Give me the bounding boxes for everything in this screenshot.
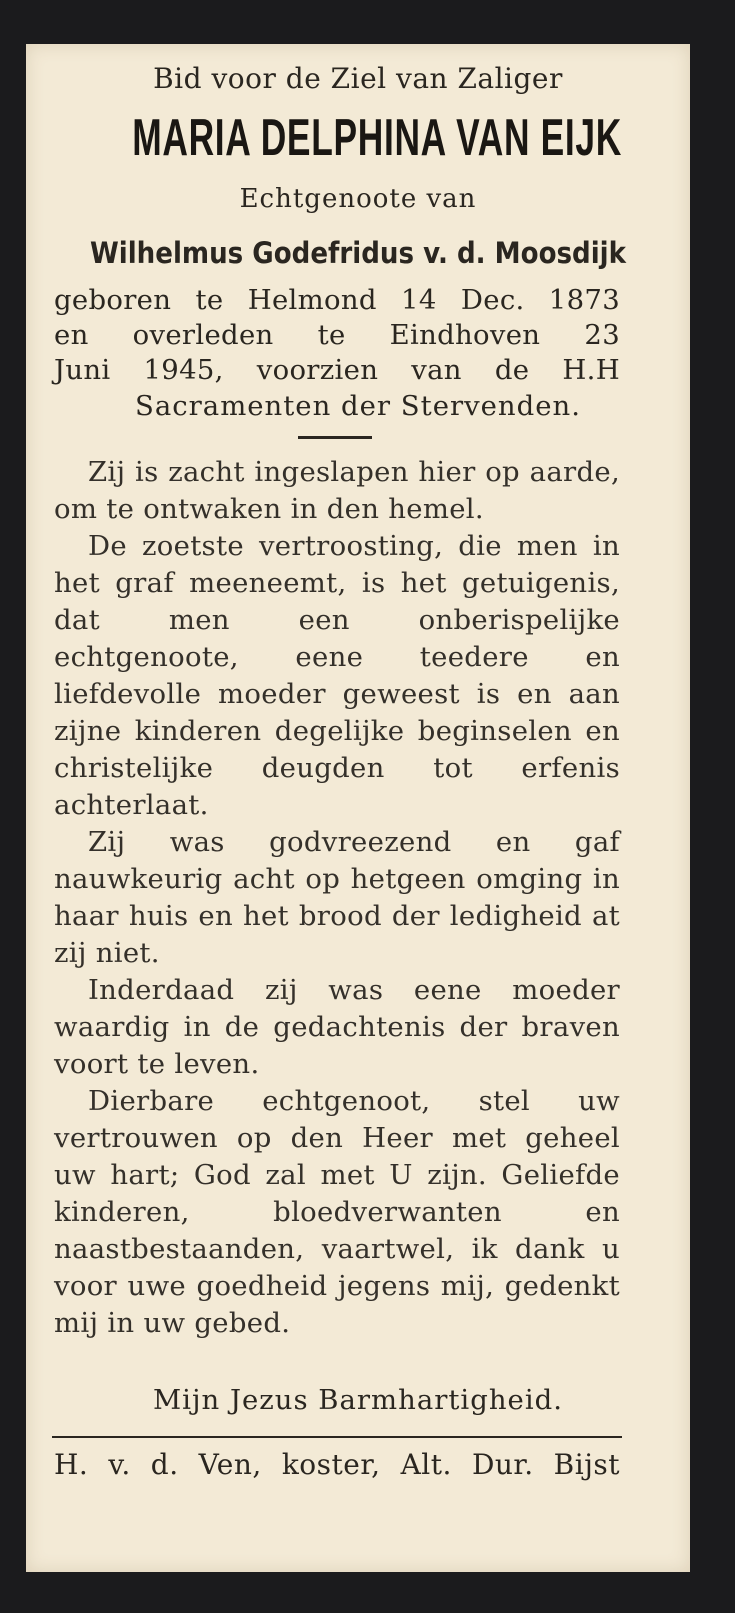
sacraments-line: Sacramenten der Stervenden. xyxy=(135,390,581,422)
paragraph: Inderdaad zij was eene moeder waardig in de gedachtenis der braven voort te leven. xyxy=(54,974,620,1080)
closing-prayer: Mijn Jezus Barmhartigheid. xyxy=(153,1384,563,1416)
spouse-name: Wilhelmus Godefridus v. d. Moosdijk xyxy=(89,236,626,270)
death-line: en overleden te Eindhoven 23 xyxy=(54,319,620,351)
bottom-rule xyxy=(52,1436,622,1438)
paragraph: Zij is zacht ingeslapen hier op aarde, om te ontwaken in den hemel. xyxy=(54,456,620,525)
death-date-line: Juni 1945, voorzien van de H.H xyxy=(54,354,620,386)
paragraph: Dierbare echtgenoot, stel uw vertrouwen op den Heer met geheel uw hart; God zal met U zijn. Geliefde kinderen, bloedverwanten en naastbestaanden, vaartwel, ik dank u voor uwe goedheid jegens mij, gedenkt mij in uw gebed. xyxy=(54,1085,620,1339)
prayer-heading: Bid voor de Ziel van Zaliger xyxy=(153,62,563,95)
memorial-card xyxy=(26,44,690,1572)
memorial-text xyxy=(54,454,620,1342)
divider-rule xyxy=(298,436,372,439)
paragraph: De zoetste vertroosting, die men in het graf meeneemt, is het getuigenis, dat men een onberispelijke echtgenoote, eene teedere en liefdevolle moeder geweest is en aan zijne kinderen degelijke beginselen en christelijke deugden tot erfenis achterlaat. xyxy=(54,530,620,821)
spouse-intro: Echtgenoote van xyxy=(239,184,477,214)
birth-line: geboren te Helmond 14 Dec. 1873 xyxy=(54,284,620,316)
printer-line: H. v. d. Ven, koster, Alt. Dur. Bijst xyxy=(54,1448,620,1481)
paragraph: Zij was godvreezend en gaf nauwkeurig acht op hetgeen omging in haar huis en het brood der ledigheid at zij niet. xyxy=(54,826,620,969)
deceased-name: MARIA DELPHINA VAN EIJK xyxy=(132,109,622,167)
